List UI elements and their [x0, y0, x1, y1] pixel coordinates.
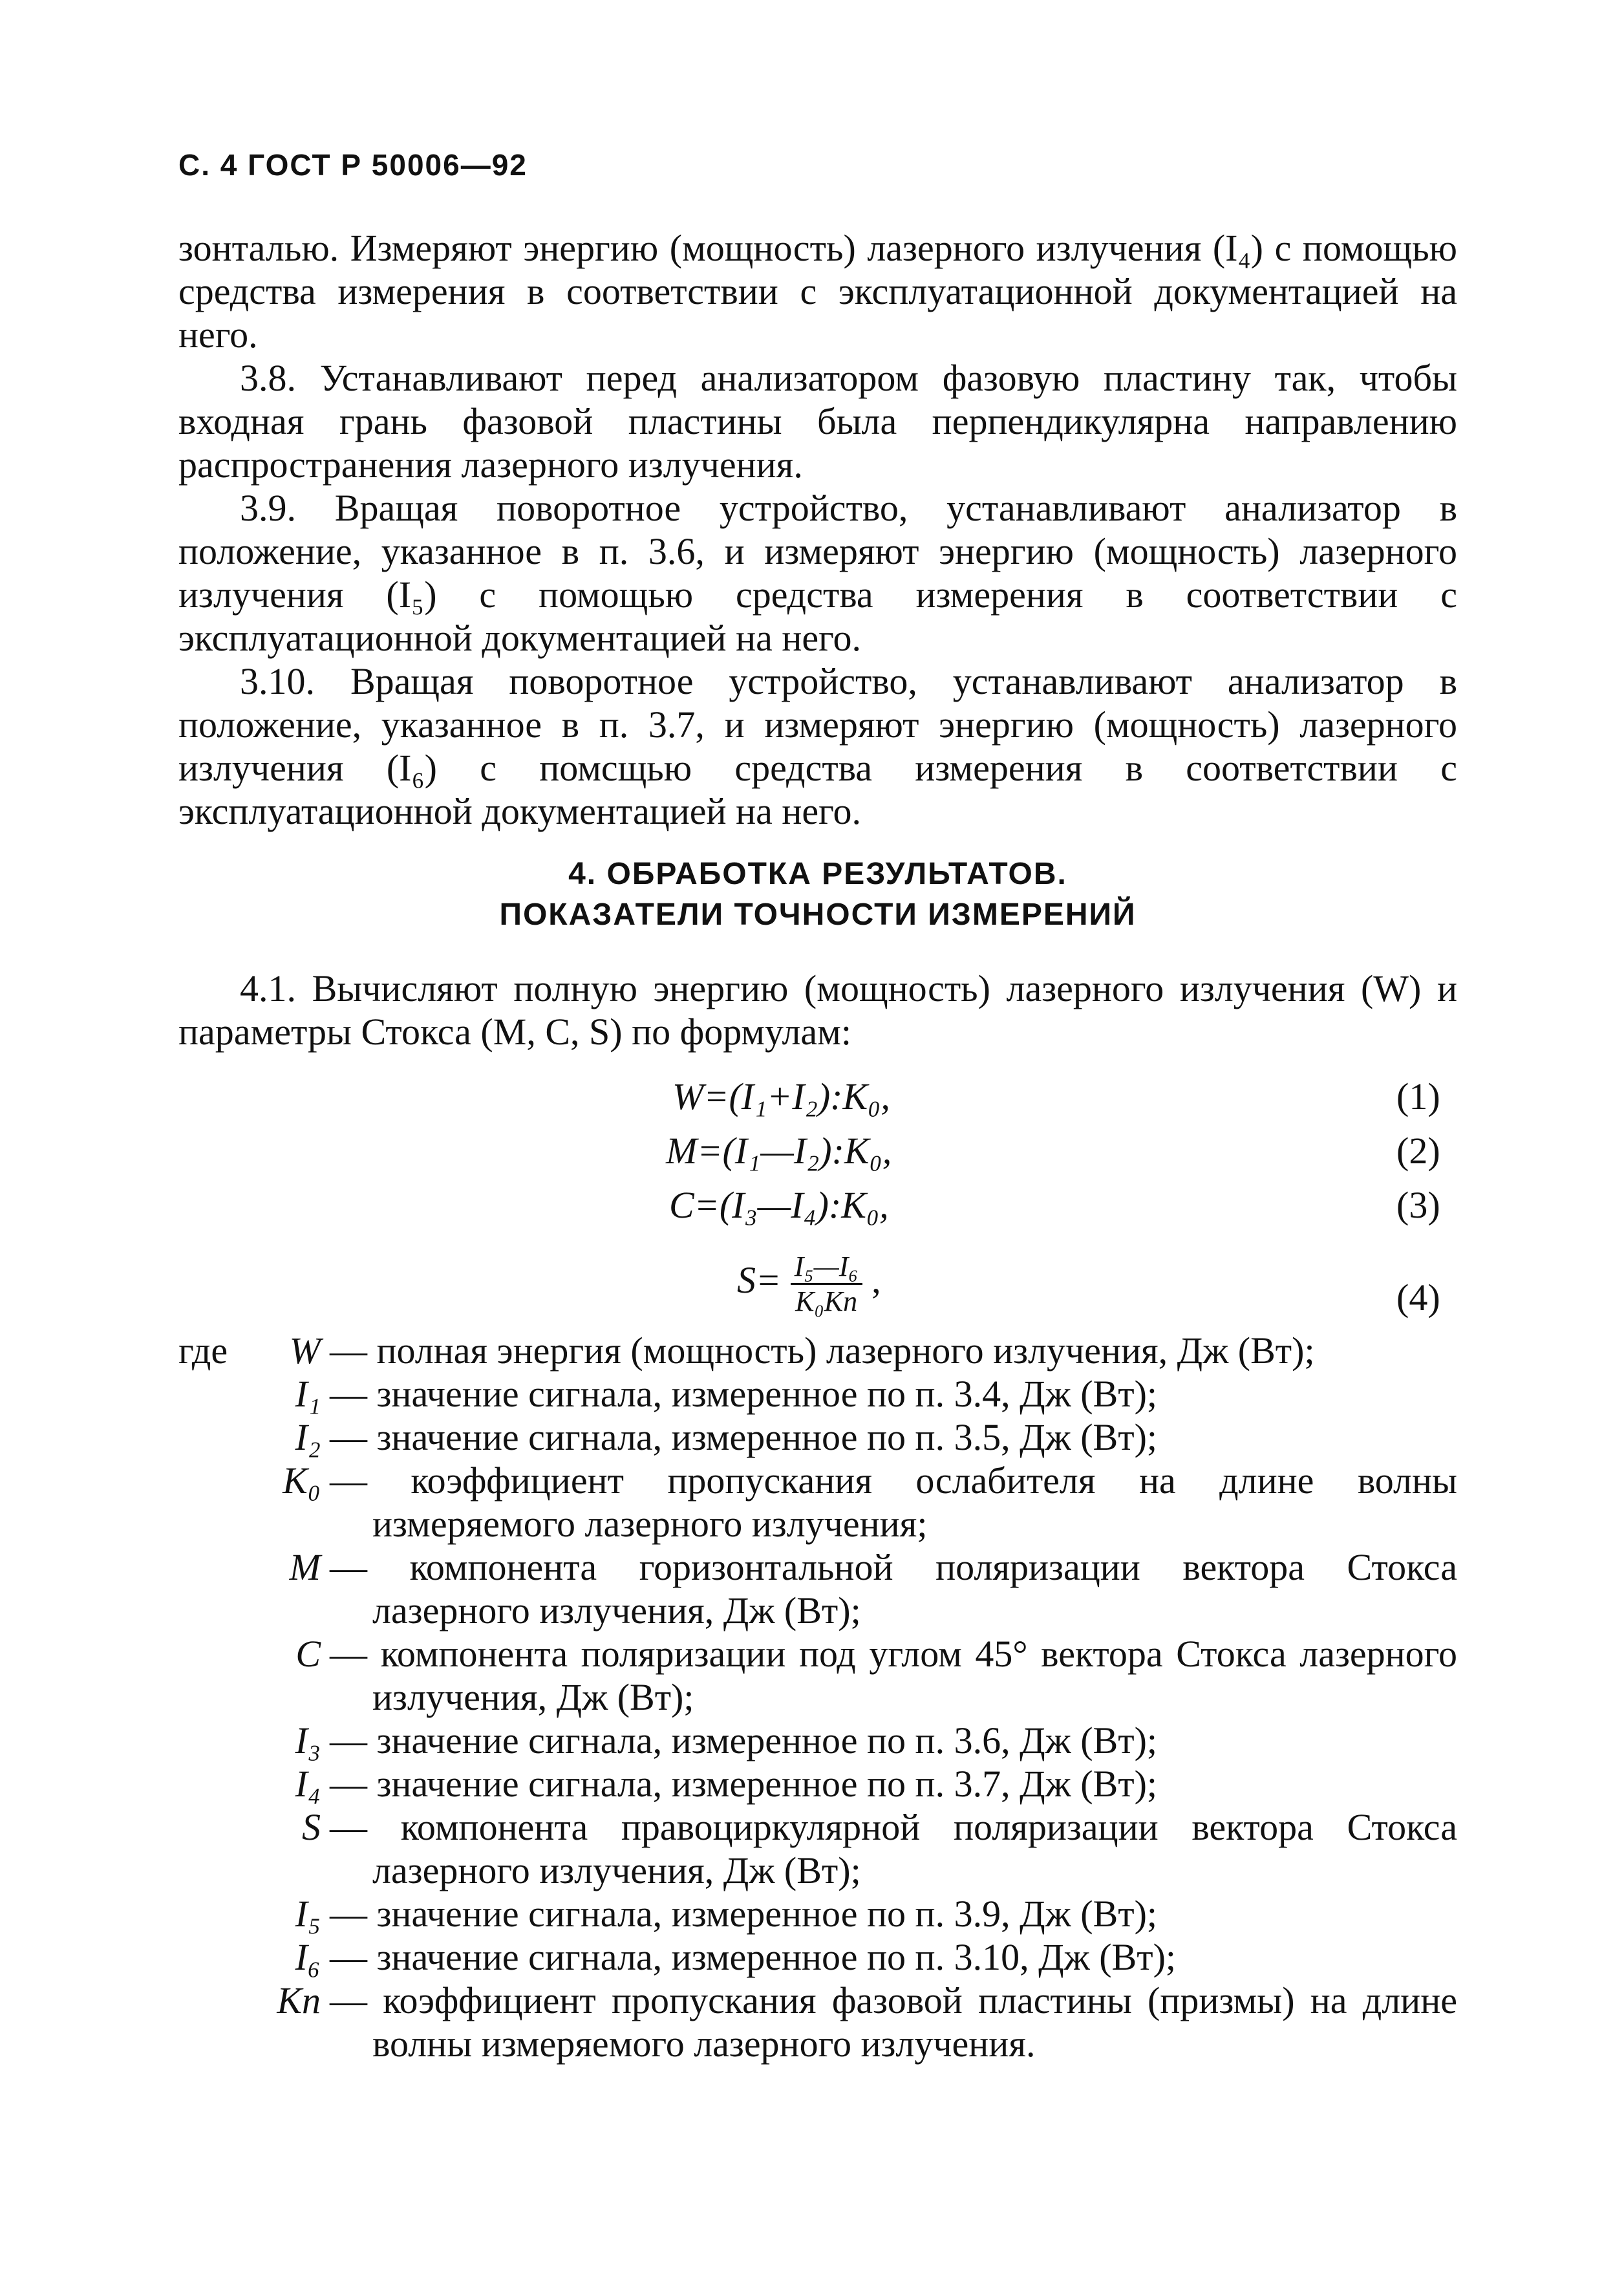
section-title-line2: ПОКАЗАТЕЛИ ТОЧНОСТИ ИЗМЕРЕНИЙ — [499, 898, 1137, 932]
legend-symbol: M — [289, 1546, 321, 1588]
paragraph-3-9: 3.9. Вращая поворотное устройство, устанавливают анализатор в положение, указанное в п. 3.6, и измеряют энергию (мощность) лазерного излучения (I₅) с помощью средства измерения в соответствии с эксплуатационной документацией на него. — [178, 487, 1457, 659]
formula-1-expression: W=(I₁+I₂):K₀, — [672, 1075, 890, 1117]
formula-4-number: (4) — [1396, 1276, 1440, 1319]
legend-symbol: I₆ — [295, 1936, 321, 1978]
legend-row — [178, 1459, 1457, 1545]
formula-4-expression — [737, 1250, 881, 1318]
legend-description: — компонента поляризации под углом 45° вектора Стокса лазерного излучения, Дж (Вт); — [330, 1633, 1457, 1718]
legend-row — [178, 1545, 1457, 1632]
formula-1 — [0, 1075, 1624, 1126]
legend-row — [178, 1892, 1457, 1935]
formula-3-expression: C=(I₃—I₄):K₀, — [669, 1184, 889, 1226]
legend-row — [178, 1979, 1457, 2065]
legend-row — [178, 1762, 1457, 1805]
legend-row — [178, 1935, 1457, 1979]
formula-2 — [0, 1129, 1624, 1181]
legend-description: — значение сигнала, измеренное по п. 3.9, Дж (Вт); — [330, 1893, 1157, 1935]
section-title-line1: 4. ОБРАБОТКА РЕЗУЛЬТАТОВ. — [568, 857, 1067, 891]
legend-row — [178, 1719, 1457, 1762]
legend-description: — компонента горизонтальной поляризации вектора Стокса лазерного излучения, Дж (Вт); — [330, 1546, 1457, 1631]
formula-2-expression: M=(I₁—I₂):K₀, — [666, 1130, 892, 1172]
formula-4 — [0, 1245, 1624, 1322]
legend-symbol: I₃ — [295, 1719, 321, 1761]
legend-row — [178, 1805, 1457, 1892]
legend-row — [178, 1329, 1457, 1372]
legend-symbol: C — [295, 1633, 321, 1675]
legend-lead: где — [178, 1329, 228, 1372]
legend-description: — значение сигнала, измеренное по п. 3.5, Дж (Вт); — [330, 1416, 1157, 1458]
section-4-intro — [178, 967, 1457, 1053]
legend-row — [178, 1415, 1457, 1459]
legend-symbol: I₂ — [295, 1416, 321, 1458]
legend-symbol: I₅ — [295, 1893, 321, 1935]
legend-description: — коэффициент пропускания ослабителя на длине волны измеряемого лазерного излучения; — [330, 1459, 1457, 1545]
formula-1-number: (1) — [1396, 1075, 1440, 1117]
legend-description: — значение сигнала, измеренное по п. 3.4, Дж (Вт); — [330, 1373, 1157, 1415]
paragraph-3-10: 3.10. Вращая поворотное устройство, устанавливают анализатор в положение, указанное в п. 3.7, и измеряют энергию (мощность) лазерного излучения (I₆) с помсщью средства измерения в соответствии с эксплуатационной документацией на него. — [178, 660, 1457, 832]
legend-symbol: Kп — [277, 1979, 321, 2021]
legend-description: — полная энергия (мощность) лазерного излучения, Дж (Вт); — [330, 1329, 1315, 1372]
formula-4-tail: , — [871, 1258, 881, 1301]
legend-symbol: W — [289, 1329, 321, 1372]
legend-description: — значение сигнала, измеренное по п. 3.6, Дж (Вт); — [330, 1719, 1157, 1761]
legend-description: — компонента правоциркулярной поляризации вектора Стокса лазерного излучения, Дж (Вт); — [330, 1806, 1457, 1891]
legend-symbol: I₁ — [295, 1373, 321, 1415]
formula-3 — [0, 1183, 1624, 1235]
legend-symbol: I₄ — [295, 1763, 321, 1805]
top-text-block — [178, 226, 1457, 833]
formula-4-denominator: K₀Kп — [795, 1286, 858, 1317]
legend-description: — коэффициент пропускания фазовой пластины (призмы) на длине волны измеряемого лазерного излучения. — [330, 1979, 1457, 2065]
paragraph-4-1: 4.1. Вычисляют полную энергию (мощность) лазерного излучения (W) и параметры Стокса (M, C, S) по формулам: — [178, 967, 1457, 1053]
legend-symbol: S — [302, 1806, 321, 1848]
legend-description: — значение сигнала, измеренное по п. 3.7, Дж (Вт); — [330, 1763, 1157, 1805]
symbol-legend — [178, 1329, 1457, 2065]
formula-2-number: (2) — [1396, 1130, 1440, 1172]
formula-4-numerator: I₅—I₆ — [791, 1250, 862, 1285]
formula-4-lhs: S= — [737, 1258, 782, 1301]
legend-description: — значение сигнала, измеренное по п. 3.10, Дж (Вт); — [330, 1936, 1176, 1978]
paragraph-3-8: 3.8. Устанавливают перед анализатором фазовую пластину так, чтобы входная грань фазовой пластины была перпендикулярна направлению распространения лазерного излучения. — [178, 357, 1457, 486]
paragraph-continuation: зонталью. Измеряют энергию (мощность) лазерного излучения (I₄) с помощью средства измерения в соответствии с эксплуатационной документацией на него. — [178, 227, 1457, 356]
formula-3-number: (3) — [1396, 1184, 1440, 1226]
legend-row — [178, 1632, 1457, 1719]
formula-4-fraction — [791, 1250, 862, 1318]
legend-row — [178, 1372, 1457, 1415]
legend-symbol: K₀ — [283, 1459, 321, 1502]
page-header: С. 4 ГОСТ Р 50006—92 — [178, 148, 528, 182]
